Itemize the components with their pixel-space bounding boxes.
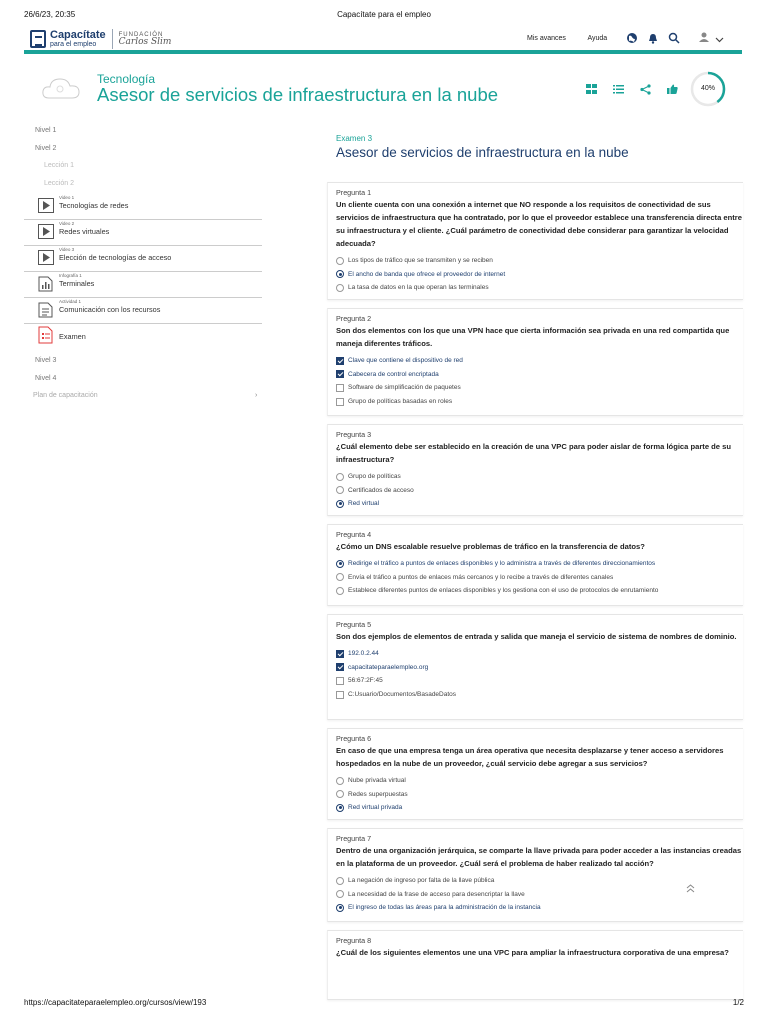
logo-mark-icon: [30, 30, 46, 48]
checkbox[interactable]: [336, 677, 344, 685]
print-footer: [24, 998, 744, 1010]
user-icon: [698, 30, 710, 48]
sidebar-level-3[interactable]: Nivel 3: [35, 357, 57, 364]
like-icon[interactable]: [665, 82, 679, 96]
sidebar-item-activity-1[interactable]: [24, 298, 262, 324]
logo-sub: para el empleo: [50, 41, 97, 48]
item-label: Tecnologías de redes: [59, 201, 129, 210]
option-label: Redirige el tráfico a puntos de enlaces disponibles y lo administra a través de diferentes direccionamientos: [348, 560, 656, 568]
option-label: capacitateparaelempleo.org: [348, 663, 429, 671]
user-menu[interactable]: [698, 30, 724, 48]
radio-button[interactable]: [336, 877, 344, 885]
checkbox[interactable]: [336, 650, 344, 658]
chevron-down-icon: [715, 30, 724, 48]
exam-icon: [38, 326, 54, 341]
question-number: Pregunta 1: [336, 188, 372, 197]
option-label: 192.0.2.44: [348, 650, 379, 658]
scroll-top-icon[interactable]: [686, 884, 695, 895]
print-header: [24, 10, 744, 22]
question-text: Dentro de una organización jerárquica, se comparte la llave privada para poder acceder a las instancias creadas en la plataforma de un proveedor. ¿Cuál será el problema de haber realizado tal acción?: [336, 846, 742, 868]
checkbox-option[interactable]: [336, 354, 743, 368]
checkbox-option[interactable]: [336, 674, 743, 688]
question-card: [327, 424, 743, 516]
foundation-name: Carlos Slim: [118, 36, 172, 47]
item-label: Elección de tecnologías de acceso: [59, 253, 172, 262]
print-date: 26/6/23, 20:35: [24, 10, 76, 19]
sidebar-item-video-3[interactable]: [24, 246, 262, 272]
question-text: ¿Cuál elemento debe ser establecido en la creación de una VPC para poder aislar de forma lógica parte de su infraestructura?: [336, 442, 732, 464]
exam-title: Asesor de servicios de infraestructura en la nube: [336, 145, 629, 160]
item-type: Infografía 1: [59, 273, 82, 278]
course-category: Tecnología: [97, 72, 156, 86]
nav-link-progress[interactable]: Mis avances: [527, 35, 566, 42]
item-type: Video 3: [59, 247, 75, 252]
grid-icon[interactable]: [584, 82, 598, 96]
question-number: Pregunta 8: [336, 936, 372, 945]
logo[interactable]: [30, 28, 171, 50]
option-label: Software de simplificación de paquetes: [348, 384, 461, 392]
logo-main: Capacítate: [50, 29, 106, 41]
option-label: El ingreso de todas las áreas para la administración de la instancia: [348, 904, 541, 912]
checkbox-option[interactable]: [336, 688, 743, 702]
option-label: Grupo de políticas basadas en roles: [348, 398, 453, 406]
question-card: [327, 828, 743, 922]
item-type: Video 1: [59, 195, 75, 200]
radio-option[interactable]: [336, 901, 743, 915]
radio-option[interactable]: [336, 268, 743, 282]
radio-option[interactable]: [336, 571, 743, 585]
question-card: [327, 728, 743, 820]
radio-button[interactable]: [336, 284, 344, 292]
print-url: https://capacitateparaelempleo.org/cursos/view/193: [24, 998, 207, 1007]
radio-button[interactable]: [336, 904, 344, 912]
globe-icon[interactable]: [625, 31, 639, 45]
option-label: Los tipos de tráfico que se transmiten y se reciben: [348, 257, 493, 265]
option-label: Certificados de acceso: [348, 486, 414, 494]
option-label: Grupo de políticas: [348, 473, 401, 481]
sidebar-lesson-1[interactable]: Lección 1: [44, 162, 74, 169]
radio-option[interactable]: [336, 788, 743, 802]
radio-option[interactable]: [336, 497, 743, 511]
sidebar-level-4[interactable]: Nivel 4: [35, 375, 57, 382]
item-label: Terminales: [59, 279, 95, 288]
option-label: Red virtual privada: [348, 804, 403, 812]
radio-option[interactable]: [336, 557, 743, 571]
question-card: [327, 308, 743, 416]
sidebar-lesson-2[interactable]: Lección 2: [44, 180, 74, 187]
foundation-label: FUNDACIÓN: [118, 31, 164, 38]
radio-option[interactable]: [336, 888, 743, 902]
sidebar-item-infographic-1[interactable]: [24, 272, 262, 298]
sidebar-level-2[interactable]: Nivel 2: [35, 145, 57, 152]
radio-button[interactable]: [336, 587, 344, 595]
cloud-icon: [40, 74, 82, 102]
radio-option[interactable]: [336, 484, 743, 498]
radio-button[interactable]: [336, 257, 344, 265]
question-text: ¿Cuál de los siguientes elementos une una VPC para ampliar la infraestructura corporativa de una empresa?: [336, 948, 729, 957]
question-text: ¿Cómo un DNS escalable resuelve problemas de tráfico en la transferencia de datos?: [336, 542, 645, 551]
video-icon: [38, 250, 54, 265]
question-text: Son dos elementos con los que una VPN hace que cierta información sea privada en una red compartida que maneja diferentes tráficos.: [336, 326, 730, 348]
option-label: C:Usuario/Documentos/BasadeDatos: [348, 691, 457, 699]
infographic-icon: [38, 276, 54, 291]
progress-indicator: [689, 70, 727, 108]
question-number: Pregunta 4: [336, 530, 372, 539]
radio-button[interactable]: [336, 777, 344, 785]
option-label: La necesidad de la frase de acceso para desencriptar la llave: [348, 890, 525, 898]
activity-icon: [38, 302, 54, 317]
logo-separator: [112, 29, 113, 49]
option-label: La tasa de datos en la que operan las terminales: [348, 284, 489, 292]
exam-tag: Examen 3: [336, 134, 373, 143]
item-type: Video 2: [59, 221, 75, 226]
radio-button[interactable]: [336, 573, 344, 581]
sidebar: [24, 126, 262, 408]
radio-option[interactable]: [336, 801, 743, 815]
video-icon: [38, 198, 54, 213]
print-title: Capacítate para el empleo: [337, 10, 431, 19]
item-label: Examen: [59, 332, 86, 341]
option-label: Establece diferentes puntos de enlaces disponibles y los gestiona con el uso de protocolos de enrutamiento: [348, 587, 659, 595]
checkbox[interactable]: [336, 357, 344, 365]
top-navigation: [24, 26, 742, 54]
question-number: Pregunta 5: [336, 620, 372, 629]
radio-button[interactable]: [336, 500, 344, 508]
item-label: Redes virtuales: [59, 227, 110, 236]
progress-label: 40%: [700, 85, 715, 92]
course-title: Asesor de servicios de infraestructura en la nube: [97, 84, 499, 105]
question-card: [327, 614, 743, 720]
option-label: El ancho de banda que ofrece el proveedor de internet: [348, 270, 506, 278]
question-text: Son dos ejemplos de elementos de entrada y salida que maneja el servicio de sistema de nombres de dominio.: [336, 632, 737, 641]
checkbox[interactable]: [336, 398, 344, 406]
radio-button[interactable]: [336, 804, 344, 812]
radio-button[interactable]: [336, 486, 344, 494]
sidebar-item-video-1[interactable]: [24, 194, 262, 220]
chevron-right-icon: ›: [255, 392, 258, 399]
option-label: La negación de ingreso por falta de la llave pública: [348, 877, 495, 885]
radio-button[interactable]: [336, 560, 344, 568]
question-card: [327, 930, 743, 1000]
option-label: Redes superpuestas: [348, 790, 408, 798]
checkbox-option[interactable]: [336, 368, 743, 382]
checkbox-option[interactable]: [336, 661, 743, 675]
checkbox[interactable]: [336, 663, 344, 671]
radio-button[interactable]: [336, 270, 344, 278]
checkbox-option[interactable]: [336, 647, 743, 661]
training-plan-link[interactable]: [24, 392, 262, 408]
question-number: Pregunta 7: [336, 834, 372, 843]
sidebar-level-1[interactable]: Nivel 1: [35, 127, 57, 134]
course-header: [24, 64, 742, 116]
option-label: Clave que contiene el dispositivo de red: [348, 357, 463, 365]
checkbox-option[interactable]: [336, 395, 743, 409]
radio-button[interactable]: [336, 890, 344, 898]
search-icon[interactable]: [667, 31, 681, 45]
list-icon[interactable]: [611, 82, 625, 96]
item-type: Actividad 1: [59, 299, 82, 304]
option-label: Envía el tráfico a puntos de enlaces más cercanos y lo recibe a través de diferentes canales: [348, 573, 614, 581]
option-label: Red virtual: [348, 500, 380, 508]
share-icon[interactable]: [638, 82, 652, 96]
radio-option[interactable]: [336, 774, 743, 788]
question-text: Un cliente cuenta con una conexión a internet que NO responde a los requisitos de conectividad de sus servicios de infraestructura que ha contratado, por lo que el proveedor establece una transferencia directa entre su infraestructura y el cliente. ¿Cuál parámetro de conectividad debe considerar para garantizar la velocidad adecuada?: [336, 200, 742, 248]
option-label: 56:67:2F:45: [348, 677, 383, 685]
nav-link-help[interactable]: Ayuda: [587, 35, 608, 42]
checkbox[interactable]: [336, 384, 344, 392]
item-label: Comunicación con los recursos: [59, 305, 161, 314]
radio-button[interactable]: [336, 790, 344, 798]
question-text: En caso de que una empresa tenga un área operativa que necesita desplazarse y tener acceso a servidores hospedados en la nube de un proveedor, ¿cuál servicio debe agregar a sus servicios?: [336, 746, 724, 768]
question-card: [327, 182, 743, 300]
radio-option[interactable]: [336, 254, 743, 268]
option-label: Nube privada virtual: [348, 777, 406, 785]
sidebar-item-video-2[interactable]: [24, 220, 262, 246]
video-icon: [38, 224, 54, 239]
sidebar-item-exam[interactable]: [24, 324, 262, 356]
checkbox[interactable]: [336, 370, 344, 378]
radio-option[interactable]: [336, 470, 743, 484]
question-number: Pregunta 3: [336, 430, 372, 439]
print-page: 1/2: [732, 998, 744, 1007]
exam-header: [336, 134, 629, 160]
question-number: Pregunta 6: [336, 734, 372, 743]
option-label: Cabecera de control encriptada: [348, 370, 439, 378]
question-card: [327, 524, 743, 606]
checkbox-option[interactable]: [336, 381, 743, 395]
radio-button[interactable]: [336, 473, 344, 481]
question-number: Pregunta 2: [336, 314, 372, 323]
radio-option[interactable]: [336, 281, 743, 295]
radio-option[interactable]: [336, 874, 743, 888]
radio-option[interactable]: [336, 584, 743, 598]
bell-icon[interactable]: [646, 31, 660, 45]
training-plan-label: Plan de capacitación: [33, 392, 98, 399]
checkbox[interactable]: [336, 691, 344, 699]
